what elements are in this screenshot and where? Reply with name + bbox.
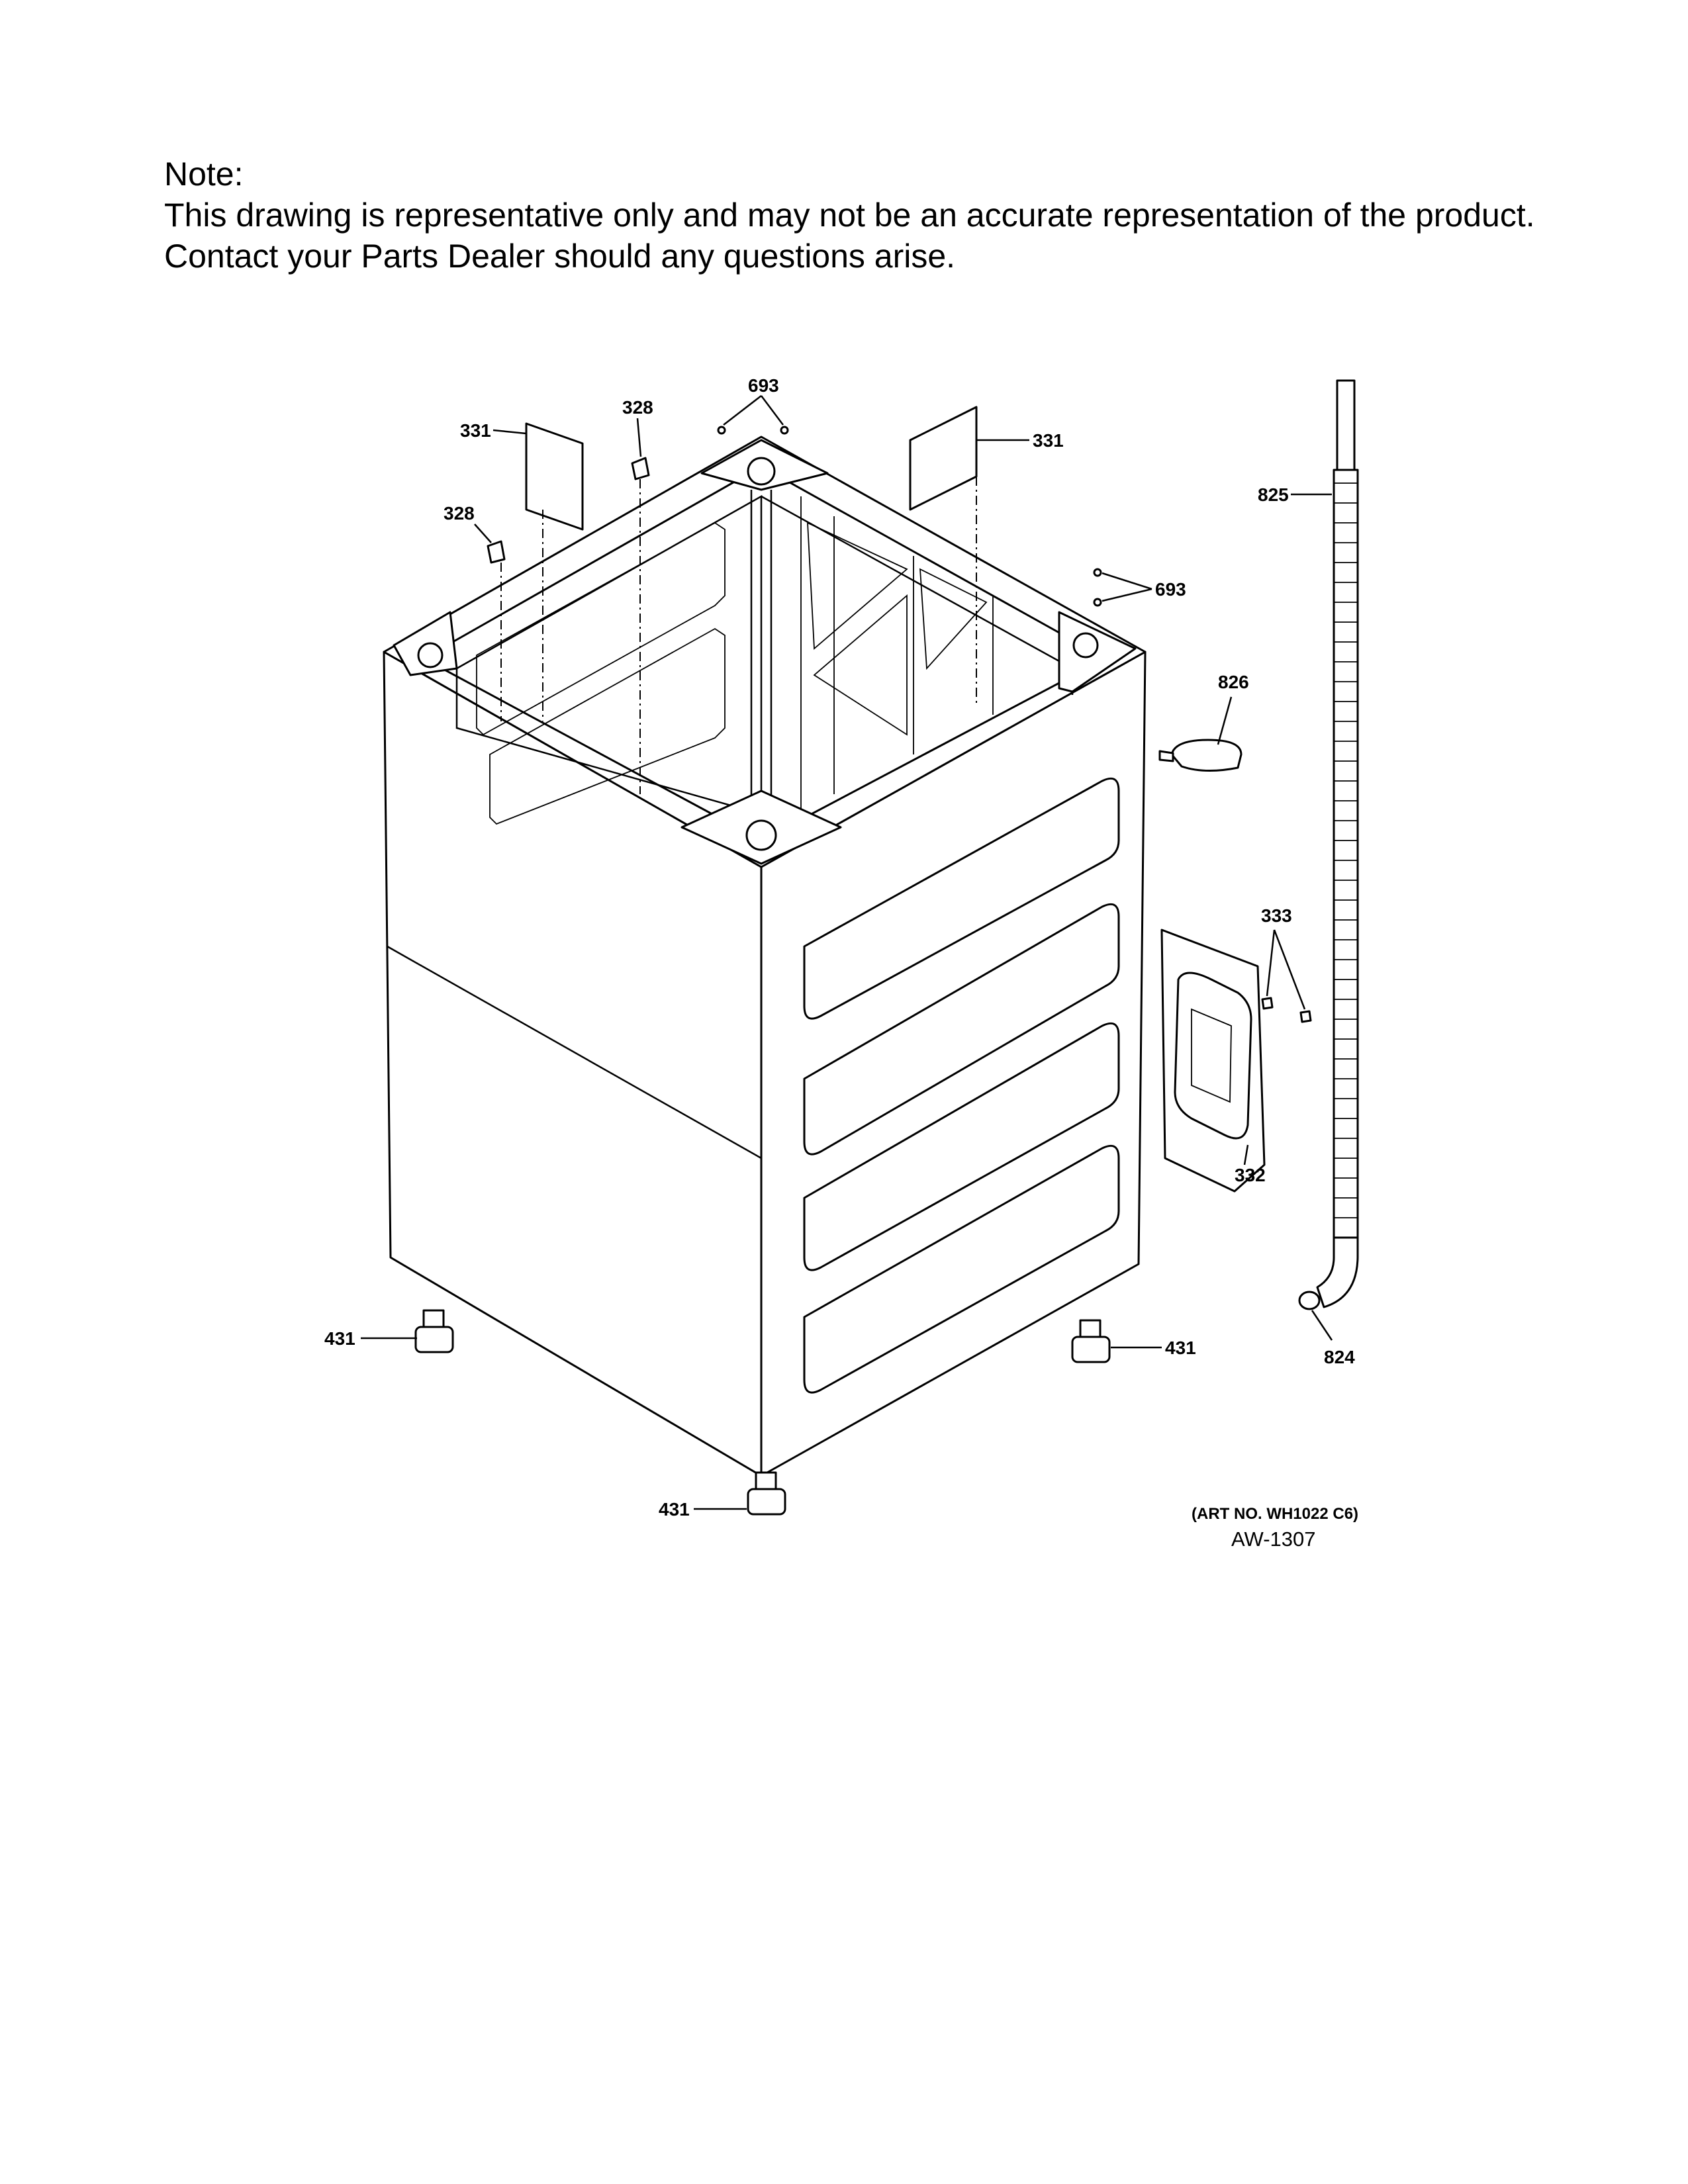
clip-328-left xyxy=(488,541,504,563)
nut-333 xyxy=(1262,998,1272,1009)
note-line-1: This drawing is representative only and may not be an accurate representation of the product. xyxy=(164,197,1535,234)
leader-826 xyxy=(1218,697,1231,745)
corner-hole xyxy=(418,643,442,667)
callout-826: 826 xyxy=(1218,672,1249,692)
drain-hose-825 xyxy=(1317,381,1358,1307)
note-heading: Note: xyxy=(164,156,244,193)
leader-328-top xyxy=(637,418,641,457)
hose-corrugated-body xyxy=(1334,470,1358,1238)
hose-elbow xyxy=(1317,1238,1358,1307)
corner-hole xyxy=(1074,633,1098,657)
callout-431-right: 431 xyxy=(1165,1338,1196,1358)
bracket-332 xyxy=(1162,930,1264,1191)
callout-332: 332 xyxy=(1235,1165,1266,1185)
leader-693-top xyxy=(724,396,783,425)
callout-333: 333 xyxy=(1261,905,1292,926)
leg-foot xyxy=(416,1327,453,1352)
clamp-826-tab xyxy=(1160,751,1173,761)
nut-333 xyxy=(1301,1011,1311,1022)
screw-693 xyxy=(1094,599,1101,606)
pad-331-left xyxy=(526,424,583,529)
callout-824: 824 xyxy=(1324,1347,1355,1367)
leveling-leg-431-left xyxy=(416,1310,453,1352)
pad-331-right xyxy=(910,407,976,510)
callout-431-left: 431 xyxy=(324,1328,355,1349)
callout-825: 825 xyxy=(1258,484,1289,505)
leader-693-right xyxy=(1102,573,1152,601)
leg-foot xyxy=(1072,1337,1109,1362)
leg-foot xyxy=(748,1489,785,1514)
art-number: (ART NO. WH1022 C6) xyxy=(1192,1505,1359,1523)
aw-code: AW-1307 xyxy=(1231,1527,1316,1551)
callout-431-bottom: 431 xyxy=(659,1499,690,1520)
callout-693-right: 693 xyxy=(1155,579,1186,600)
callout-328-top: 328 xyxy=(622,397,653,418)
hose-top-nozzle xyxy=(1337,381,1354,470)
cabinet-assembly xyxy=(384,437,1145,1476)
note-line-2: Contact your Parts Dealer should any questions arise. xyxy=(164,238,956,275)
screw-693 xyxy=(1094,569,1101,576)
corner-hole xyxy=(748,458,774,484)
clamp-824 xyxy=(1299,1292,1319,1309)
leader-328-left xyxy=(475,524,491,543)
callout-328-left: 328 xyxy=(444,503,475,523)
leader-333 xyxy=(1267,930,1305,1009)
callout-331-right: 331 xyxy=(1033,430,1064,451)
callout-693-top: 693 xyxy=(748,375,779,396)
callout-331-left: 331 xyxy=(460,420,491,441)
clip-328-top xyxy=(632,458,649,479)
leveling-leg-431-bottom xyxy=(748,1473,785,1514)
clamp-826 xyxy=(1172,740,1241,771)
leveling-leg-431-right xyxy=(1072,1320,1109,1362)
leader-331-left xyxy=(493,430,526,433)
screw-693 xyxy=(718,427,725,433)
leader-824 xyxy=(1312,1310,1332,1340)
screw-693 xyxy=(781,427,788,433)
bracket-boss xyxy=(1175,973,1251,1138)
corner-hole xyxy=(747,821,776,850)
